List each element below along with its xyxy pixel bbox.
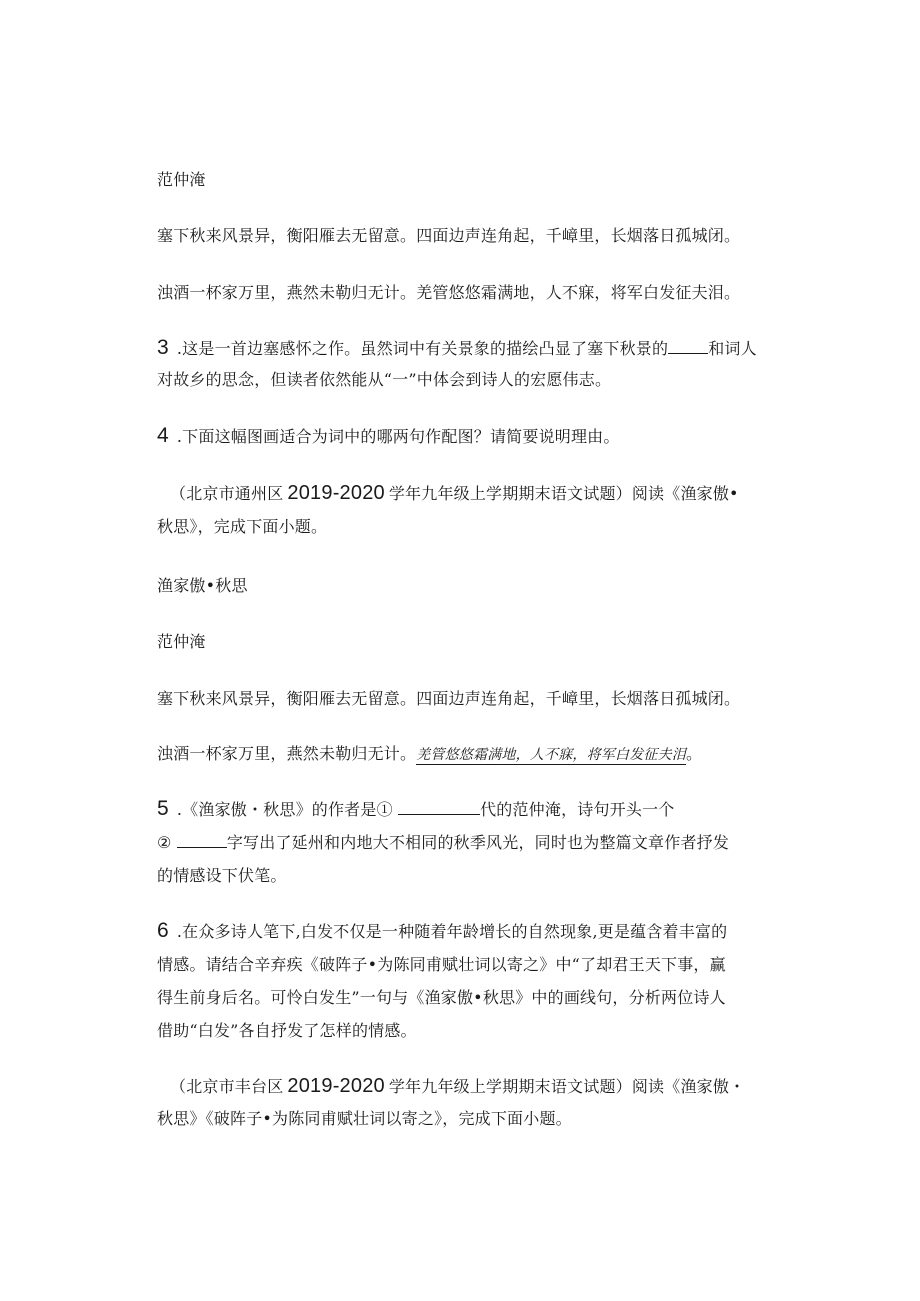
question-text: 代的范仲淹，诗句开头一个 [480, 800, 675, 819]
poem-text: 浊酒一杯家万里，燕然未勒归无计。 [157, 744, 417, 763]
question-number: 5 [157, 797, 169, 820]
source-text: （北京市通州区 [170, 484, 284, 503]
answer-blank [398, 799, 480, 815]
question-text: .《渔家傲・秋思》的作者是① [176, 800, 393, 819]
source-year: 2019-2020 [287, 1075, 385, 1097]
question-text [157, 832, 729, 853]
poem-line: 浊酒一杯家万里，燕然未勒归无计。羌管悠悠霜满地，人不寐，将军白发征夫泪。 [157, 283, 741, 302]
question-text: 得生前身后名。可怜白发生”一句与《渔家傲•秋思》中的画线句，分析两位诗人 [157, 988, 726, 1007]
question-text: 的情感设下伏笔。 [157, 866, 287, 885]
underlined-line: 羌管悠悠霜满地，人不寐，将军白发征夫泪 [416, 747, 687, 763]
question-text: .这是一首边塞感怀之作。虽然词中有关景象的描绘凸显了塞下秋景的 [176, 339, 669, 358]
question-text: 情感。请结合辛弃疾《破阵子•为陈同甫赋壮词以寄之》中“了却君王天下事，赢 [157, 955, 726, 974]
question-text: 借助“白发”各自抒发了怎样的情感。 [157, 1021, 417, 1040]
question-number: 3 [157, 336, 169, 359]
question-number: 4 [157, 424, 169, 447]
answer-blank [177, 832, 227, 848]
question-3 [157, 338, 757, 359]
source-text: 秋思》，完成下面小题。 [157, 517, 328, 536]
poem-text: 。 [686, 744, 703, 763]
poem-line: 塞下秋来风景异，衡阳雁去无留意。四面边声连角起，千嶂里，长烟落日孤城闭。 [157, 226, 741, 245]
poem-line [157, 744, 702, 765]
question-text: .下面这幅图画适合为词中的哪两句作配图？请简要说明理由。 [176, 427, 620, 446]
poem-line: 塞下秋来风景异，衡阳雁去无留意。四面边声连角起，千嶂里，长烟落日孤城闭。 [157, 689, 741, 708]
question-text: .在众多诗人笔下,白发不仅是一种随着年龄增长的自然现象,更是蕴含着丰富的 [176, 922, 728, 941]
question-text: 对故乡的思念，但读者依然能从“一”中体会到诗人的宏愿伟志。 [157, 370, 612, 389]
question-4 [157, 426, 620, 447]
question-text: ② [157, 833, 172, 852]
source-text: 学年九年级上学期期末语文试题）阅读《渔家傲• [388, 484, 739, 503]
question-number: 6 [157, 919, 169, 942]
source-note [170, 483, 739, 504]
answer-blank [668, 338, 708, 354]
source-text: 学年九年级上学期期末语文试题）阅读《渔家傲・ [388, 1077, 746, 1096]
source-text: 秋思》《破阵子•为陈同甫赋壮词以寄之》，完成下面小题。 [157, 1109, 572, 1128]
source-text: （北京市丰台区 [170, 1077, 284, 1096]
source-year: 2019-2020 [287, 482, 385, 504]
poem-author: 范仲淹 [157, 170, 206, 189]
question-5 [157, 799, 674, 820]
poem-author: 范仲淹 [157, 632, 206, 651]
question-text: 字写出了延州和内地大不相同的秋季风光，同时也为整篇文章作者抒发 [226, 833, 730, 852]
source-note [170, 1076, 745, 1097]
question-6 [157, 921, 727, 942]
poem-title: 渔家傲•秋思 [157, 576, 248, 595]
question-text: 和词人 [708, 339, 757, 358]
